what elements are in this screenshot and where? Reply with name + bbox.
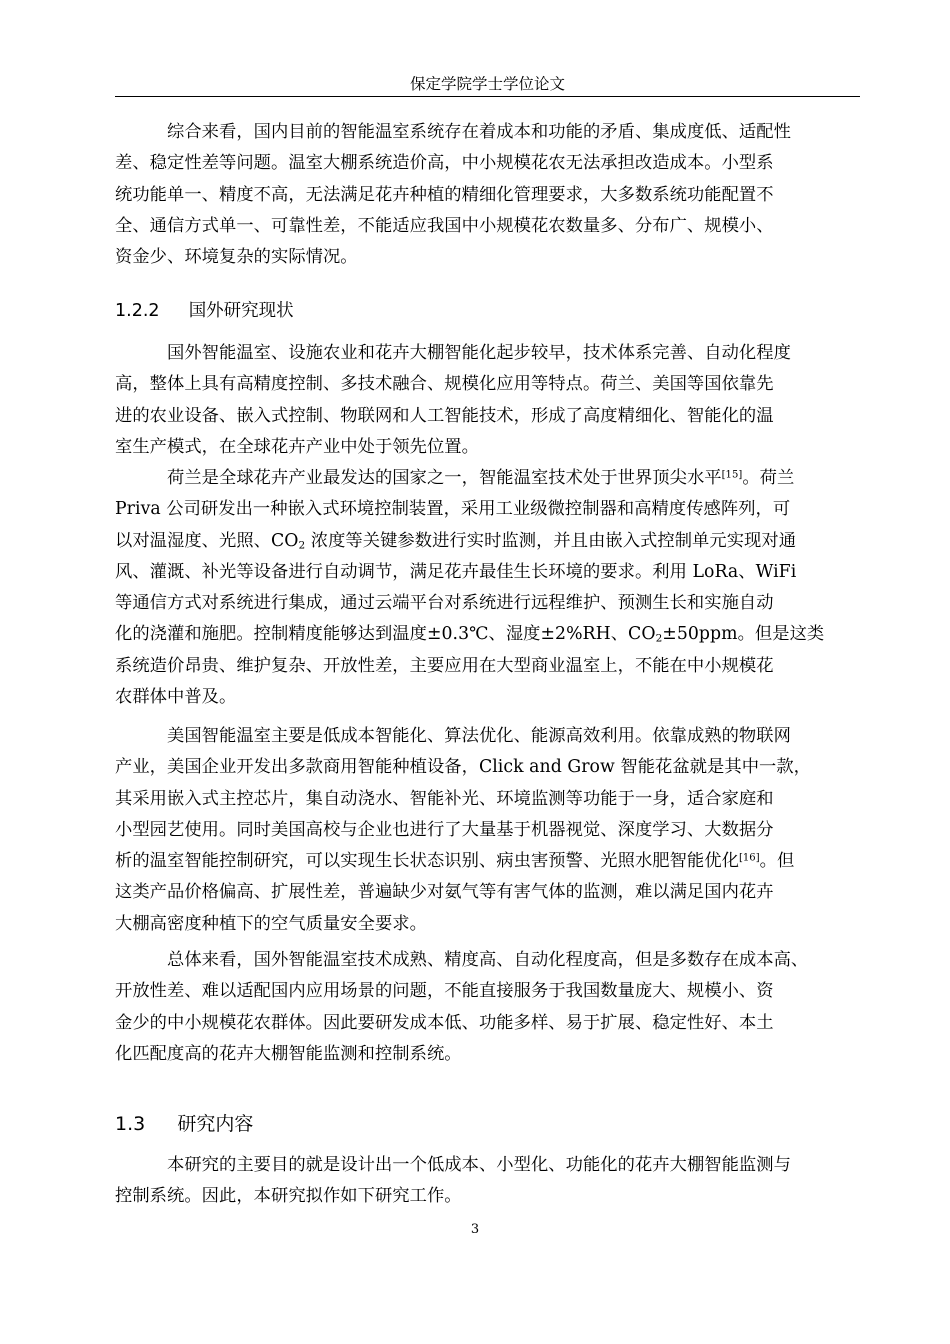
paragraph-foreign-summary	[115, 945, 865, 1070]
text-line: 统功能单一、精度不高，无法满足花卉种植的精细化管理要求，大多数系统功能配置不	[115, 184, 774, 205]
section-heading-1-2-2	[115, 297, 294, 325]
subscript: 2	[655, 632, 663, 645]
text-line: 系统造价昂贵、维护复杂、开放性差，主要应用在大型商业温室上，不能在中小规模花	[115, 655, 774, 676]
text-segment: 浓度等关键参数进行实时监测，并且由嵌入式控制单元实现对通	[305, 530, 797, 551]
citation-ref: [15]	[721, 469, 743, 481]
page-number: 3	[470, 1222, 480, 1237]
text-line: 美国智能温室主要是低成本智能化、算法优化、能源高效利用。依靠成熟的物联网	[167, 726, 791, 746]
section-number: 1.3	[115, 1113, 146, 1135]
text-line	[115, 846, 865, 877]
section-heading-1-3	[115, 1109, 253, 1139]
text-segment: 以对温湿度、光照、CO	[115, 530, 299, 551]
text-line: 本研究的主要目的就是设计出一个低成本、小型化、功能化的花卉大棚智能监测与	[167, 1155, 791, 1175]
text-line: 高，整体上具有高精度控制、多技术融合、规模化应用等特点。荷兰、美国等国依靠先	[115, 374, 774, 395]
running-header: 保定学院学士学位论文	[115, 72, 860, 97]
text-line: 化匹配度高的花卉大棚智能监测和控制系统。	[115, 1043, 462, 1064]
text-line: 产业，美国企业开发出多款商用智能种植设备，Click and Grow 智能花盆就是其中一款，	[115, 757, 812, 778]
text-line: 其采用嵌入式主控芯片，集自动浇水、智能补光、环境监测等功能于一身，适合家庭和	[115, 788, 774, 809]
section-title: 国外研究现状	[188, 301, 294, 321]
paragraph-foreign-overview	[115, 338, 865, 463]
text-line: 国外智能温室、设施农业和花卉大棚智能化起步较早，技术体系完善、自动化程度	[167, 343, 791, 363]
text-segment: 化的浇灌和施肥。控制精度能够达到温度±0.3℃、湿度±2%RH、CO	[115, 624, 656, 645]
text-line: 总体来看，国外智能温室技术成熟、精度高、自动化程度高，但是多数存在成本高、	[167, 950, 809, 970]
section-title: 研究内容	[177, 1113, 254, 1135]
text-line: 开放性差、难以适配国内应用场景的问题，不能直接服务于我国数量庞大、规模小、资	[115, 981, 774, 1002]
paragraph-usa	[115, 721, 865, 940]
paragraph-netherlands	[115, 463, 865, 713]
text-segment: ±50ppm。但是这类	[662, 624, 825, 645]
paragraph-research-content	[115, 1150, 865, 1213]
text-line: 金少的中小规模花农群体。因此要研发成本低、功能多样、易于扩展、稳定性好、本土	[115, 1012, 774, 1033]
text-line: 小型园艺使用。同时美国高校与企业也进行了大量基于机器视觉、深度学习、大数据分	[115, 819, 774, 840]
text-line: 差、稳定性差等问题。温室大棚系统造价高，中小规模花农无法承担改造成本。小型系	[115, 153, 774, 174]
paragraph-domestic-summary	[115, 117, 865, 273]
section-number: 1.2.2	[115, 301, 160, 321]
text-line: 大棚高密度种植下的空气质量安全要求。	[115, 913, 427, 934]
text-segment: 析的温室智能控制研究，可以实现生长状态识别、病虫害预警、光照水肥智能优化	[115, 851, 739, 871]
text-line: 这类产品价格偏高、扩展性差，普遍缺少对氨气等有害气体的监测，难以满足国内花卉	[115, 882, 774, 903]
citation-ref: [16]	[738, 852, 760, 864]
text-line	[115, 526, 865, 557]
text-line: 全、通信方式单一、可靠性差，不能适应我国中小规模花农数量多、分布广、规模小、	[115, 215, 774, 236]
text-line: 控制系统。因此，本研究拟作如下研究工作。	[115, 1186, 462, 1207]
text-segment: 。但	[759, 851, 795, 871]
text-line	[115, 463, 865, 494]
text-segment: 荷兰是全球花卉产业最发达的国家之一，智能温室技术处于世界顶尖水平	[167, 468, 722, 488]
text-line: 农群体中普及。	[115, 686, 237, 707]
text-line: 进的农业设备、嵌入式控制、物联网和人工智能技术，形成了高度精细化、智能化的温	[115, 405, 774, 426]
text-line	[115, 619, 865, 650]
text-line: 风、灌溉、补光等设备进行自动调节，满足花卉最佳生长环境的要求。利用 LoRa、WiFi	[115, 561, 797, 582]
text-line: 室生产模式，在全球花卉产业中处于领先位置。	[115, 436, 479, 457]
subscript: 2	[298, 539, 306, 552]
text-line: 等通信方式对系统进行集成，通过云端平台对系统进行远程维护、预测生长和实施自动	[115, 593, 774, 613]
text-line: Priva 公司研发出一种嵌入式环境控制装置，采用工业级微控制器和高精度传感阵列，可	[115, 499, 791, 520]
text-line: 资金少、环境复杂的实际情况。	[115, 247, 358, 267]
text-line: 综合来看，国内目前的智能温室系统存在着成本和功能的矛盾、集成度低、适配性	[167, 122, 791, 142]
text-segment: 。荷兰	[742, 468, 795, 488]
